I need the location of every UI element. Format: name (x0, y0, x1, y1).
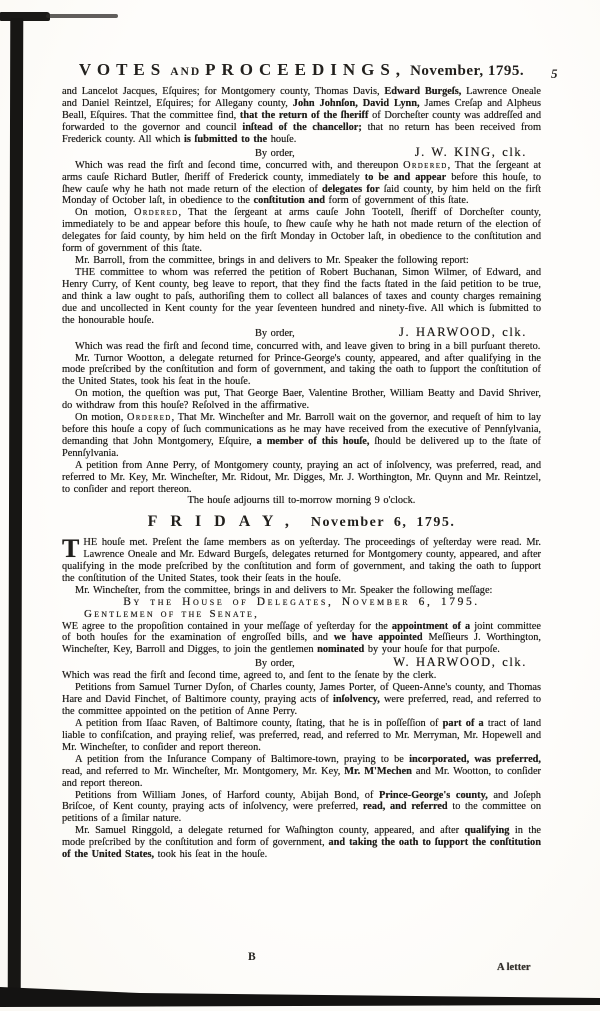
clerk-signature: W. HARWOOD, clk. (393, 655, 527, 670)
text-run: is ſubmitted to the (183, 133, 268, 145)
text-run: appointment of a (391, 620, 471, 632)
adjournment-line: The houſe adjourns till to-morrow morning 9 o'clock. (187, 495, 416, 507)
text-run: Edward Burgeſs, (384, 86, 462, 97)
text-run: read, and referred to Mr. Wincheſter, Mr. Montgomery, Mr. Key, (62, 765, 345, 777)
text-run: part of a (442, 718, 484, 730)
text-run: , That the ſergeant at arms cauſe Richard Butler, ſheriff of Frederick county, immediately (62, 159, 542, 183)
text-run: Mr. Turnor Wootton, a delegate returned for Prince-George's county, appeared, and after qualifying in the mode preſcribed by the conſtitution and form of government, and taking the oath to ſupport the conſtitution of the United States, took his ſeat in the houſe. (62, 352, 541, 388)
clerk-signature: J. HARWOOD, clk. (399, 325, 527, 340)
paragraph (62, 267, 541, 327)
text-run: form of government of this ſtate. (324, 195, 469, 207)
paragraph (62, 207, 541, 255)
by-order-row (62, 656, 541, 670)
signature-mark: B (248, 951, 256, 963)
paragraph (62, 460, 541, 496)
text-run: Mr. Wincheſter, from the committee, brings in and delivers to Mr. Speaker the following meſſage: (75, 584, 493, 596)
paragraph (62, 86, 541, 146)
by-order-label: By order, (255, 328, 295, 340)
running-title-date: November, 1795. (410, 63, 525, 79)
text-run: tract of land liable to confiſcation, and praying relief, was preferred, read, and referred to Mr. Merryman, Mr. Hopewell and Mr. Wincheſter, to conſider and report thereon. (62, 718, 542, 753)
text-run: and taking the oath to ſupport (328, 837, 469, 849)
text-run: took his ſeat in the houſe. (154, 849, 268, 861)
paragraph (62, 585, 541, 597)
text-run: to be and appear (364, 171, 447, 183)
page-number: 5 (551, 66, 558, 81)
by-order-row (62, 326, 541, 340)
text-run: Prince-George's county, (379, 789, 488, 801)
scan-artifact-top-mark (0, 12, 50, 21)
scan-artifact-top-tail (46, 14, 118, 18)
paragraph (62, 670, 541, 682)
paragraph (62, 621, 541, 657)
paragraph (62, 718, 541, 754)
text-run: that no return has been received from Frederick county. All which (62, 121, 542, 145)
running-title-proceedings: PROCEEDINGS, (205, 60, 407, 79)
text-run: Which was read the firſt and ſecond time, concurred with, and thereupon (75, 159, 404, 171)
text-run: HE houſe met. Preſent the ſame members as on yeſterday. The proceedings of yeſterday were read. Mr. Lawrence Oneale and Mr. Edward Burgeſs, delegates returned for Montgomery county, appeared, and after qualifying in the mode preſcribed by the conſtitution and form of government, and taking the oath to ſupport the conſtitution of the United States, took their ſeats in the houſe. (62, 537, 541, 584)
paragraph (62, 160, 541, 208)
text-run: Which was read the firſt and ſecond time, concurred with, and leave given to bring in a bill purſuant thereto. (75, 340, 541, 352)
paragraph (62, 353, 541, 389)
text-run: Petitions from William Jones, of Harford county, Abijah Bond, of (75, 789, 380, 801)
day-heading (62, 513, 541, 531)
paragraph (62, 388, 541, 412)
text-run: Mr. M'Mechen (344, 765, 412, 777)
text-run: Ordered (133, 207, 179, 219)
text-run: Lawrence Oneale and Daniel Reintzel, Eſquires; for Allegany county, (62, 86, 542, 109)
text-run: James Creſap and Alpheus Beall, Eſquires. That the committee find, (62, 97, 541, 121)
text-run: On motion, (75, 207, 134, 219)
text-run: Mr. Barroll, from the committee, brings in and delivers to Mr. Speaker the following report: (75, 254, 469, 266)
text-run: qualifying (464, 825, 510, 837)
text-run: Ordered (127, 412, 172, 424)
paragraph (62, 255, 541, 267)
running-title-votes: VOTES (78, 60, 167, 79)
text-run: Which was read the firſt and ſecond time, agreed to, and ſent to the ſenate by the clerk. (62, 670, 437, 682)
salutation: Gentlemen of the Senate, (84, 607, 260, 620)
text-run: before this houſe, to ſhew cauſe why he hath not made return of the election of (62, 171, 541, 195)
text-run: Petitions from Samuel Turner Dyſon, of Charles county, James Porter, of Queen-Anne's county, and Thomas Hare and David Finchet, of Baltimore county, praying acts of (62, 682, 541, 706)
text-run: John Johnſon, David Lynn, (292, 97, 420, 109)
catchword: A letter (497, 962, 531, 973)
text-run: Ordered (403, 159, 448, 171)
text-run: inſolvency, (333, 694, 380, 706)
page-header (62, 60, 541, 80)
paragraph-dropcap (62, 534, 541, 585)
text-run: read, and referred (362, 801, 448, 813)
text-run: and Lancelot Jacques, Eſquires; for Montgomery county, Thomas Davis, (62, 86, 385, 97)
text-run: that the return of the ſheriff (239, 109, 369, 121)
text-run: conſtitution and (253, 195, 325, 207)
text-column (62, 86, 541, 861)
by-order-label: By order, (255, 147, 295, 159)
scan-artifact-bottom-bar (0, 983, 600, 1011)
text-run: in the mode preſcribed by the conſtitution and form of government, (62, 825, 541, 849)
day-name: FRIDAY, (147, 513, 302, 531)
text-run: On motion, the queſtion was put, That George Baer, Valentine Brother, William Beatty and David Shriver, do withdraw from this houſe? Reſolved in the affirmative. (62, 388, 541, 412)
running-title-and: AND (170, 66, 202, 78)
text-run: inſtead of the chancellor; (242, 121, 362, 133)
text-run: A petition from the Inſurance Company of Baltimore-town, praying to be (75, 753, 410, 765)
paragraph (62, 341, 541, 353)
text-run: a member of this houſe, (256, 435, 370, 447)
text-run: A petition from Anne Perry, of Montgomery county, praying an act of inſolvency, was preferred, read, and referred to Mr. Key, Mr. Wincheſter, Mr. Ridout, Mr. Digges, Mr. J. Worthington, Mr. Quynn and Mr. Reintzel, to conſider and report thereon. (62, 459, 541, 495)
text-run: we have appointed (333, 632, 423, 644)
paragraph (62, 682, 541, 718)
text-run: On motion, (75, 412, 128, 424)
text-run: were preferred, read, and referred to the committee appointed on the petition of Anne Perry. (62, 694, 541, 718)
text-run: delegates for (321, 183, 380, 195)
drop-cap: T (62, 534, 80, 564)
text-run: WE agree to the propoſition contained in your meſſage of yeſterday for the (62, 620, 392, 632)
text-run: houſe. (267, 133, 297, 145)
paragraph (62, 412, 541, 460)
text-run: and Mr. Wootton, to conſider and report thereon. (62, 765, 541, 789)
text-run: Mr. Samuel Ringgold, a delegate returned for Waſhington county, appeared, and after (75, 825, 465, 837)
clerk-signature: J. W. KING, clk. (414, 144, 527, 159)
text-run: , That the ſergeant at arms cauſe John Tootell, ſheriff of Dorcheſter county, immediately to be and appear before this houſe, to ſhew cauſe why he hath not made return of the election of delegates for ſaid county, by him held on the firſt Monday in October laſt, in obedience to the conſtitution and form of government of this ſtate. (62, 207, 541, 255)
message-heading: By the House of Delegates, November 6, 1795. (123, 595, 480, 608)
day-date: November 6, 1795. (301, 515, 456, 531)
text-run: of Dorcheſter county was addreſſed and forwarded to the governor and council (62, 109, 541, 133)
paragraph (62, 754, 541, 790)
text-run: Meſſieurs J. Worthington, Wincheſter, Key, Barroll and Digges, to join the gentlemen (62, 632, 541, 656)
text-run: THE committee to whom was referred the petition of Robert Buchanan, Simon Wilmer, of Edward, and Henry Curry, of Kent county, beg leave to report, that they find the facts ſtated in the ſaid petition to be true, and think a law ought to paſs, authoriſing them to collect all balances of taxes and county charges remaining due and uncollected in Kent county for the year ſeventeen hundred and ninety-five. All which is ſubmitted to the honourable houſe. (62, 266, 541, 326)
by-order-row (62, 146, 541, 160)
paragraph (62, 790, 541, 826)
text-run: and Joſeph Briſcoe, of Kent county, praying acts of inſolvency, were preferred, (62, 789, 541, 813)
text-run: , That Mr. Wincheſter and Mr. Barroll wait on the governor, and requeſt of him to lay before this houſe a copy of ſuch communications as he may have received from the executive of Pennſylvania, demanding that John Montgomery, Eſquire, (62, 412, 541, 447)
text-run: incorporated, was preferred, (409, 753, 541, 765)
text-run: ſhould be delivered up to the ſtate of Pennſylvania. (62, 435, 541, 459)
by-order-label: By order, (255, 658, 295, 670)
text-run: the conſtitution of the United States, (62, 837, 541, 861)
text-run: A petition from Iſaac Raven, of Baltimore county, ſtating, that he is in poſſeſſion of (75, 718, 443, 730)
text-run: ſaid county, by him held on the firſt Monday of October laſt, in obedience to the (62, 183, 542, 207)
text-run: nominated (317, 644, 365, 656)
text-run: to the committee on petitions of a ſimilar nature. (62, 801, 542, 825)
text-run: joint committee of both houſes for the examination of engroſſed bills, and (62, 620, 541, 644)
paragraph (62, 825, 541, 861)
scan-artifact-binding-bar (8, 18, 24, 995)
text-run: by your houſe for that purpoſe. (364, 644, 500, 656)
